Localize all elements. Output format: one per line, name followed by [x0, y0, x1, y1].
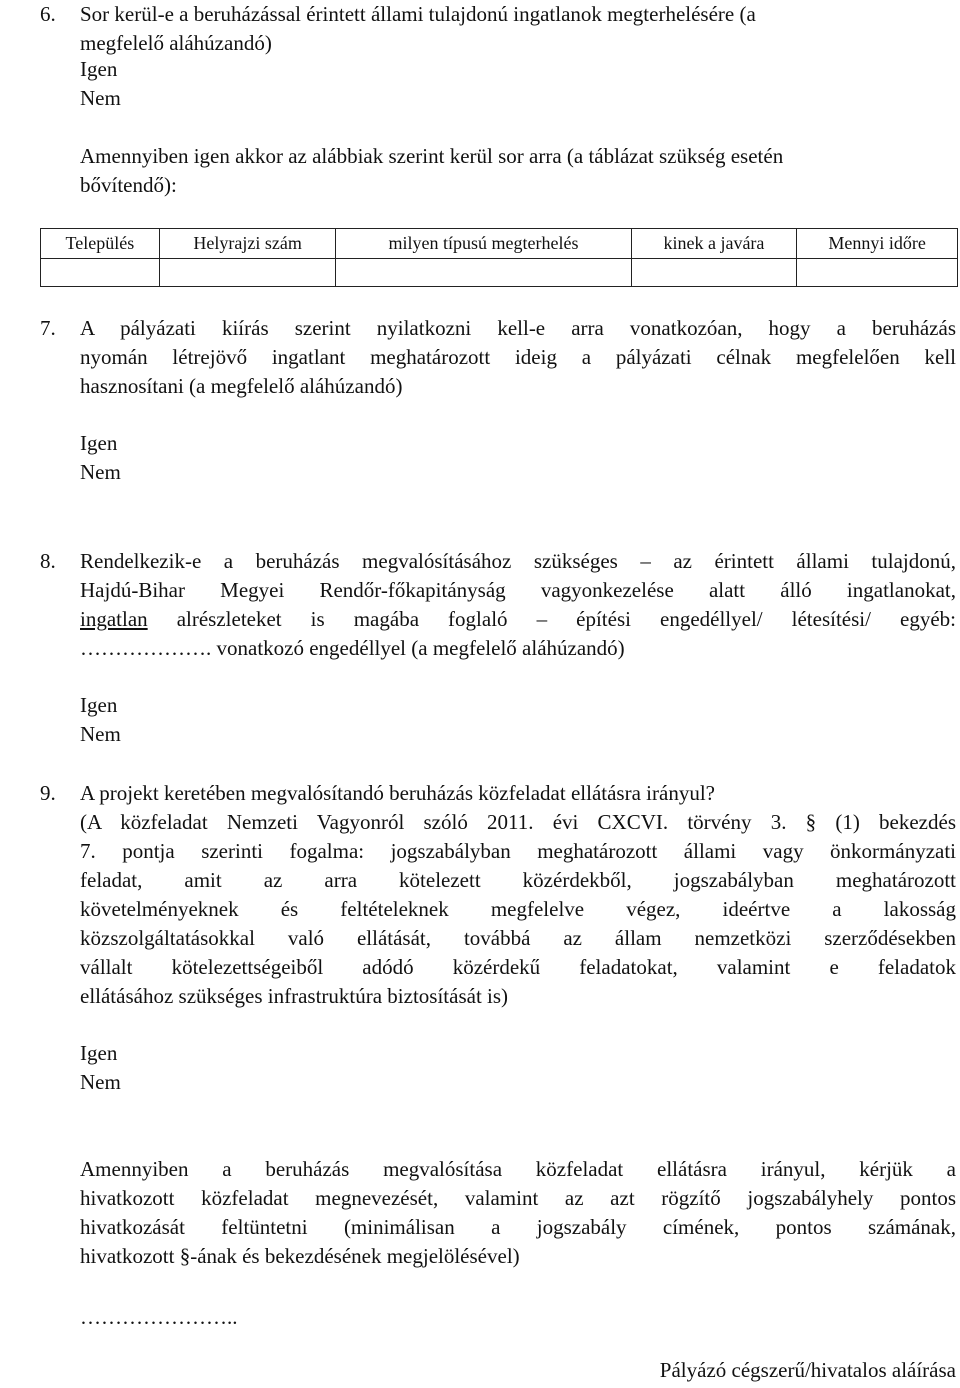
header-megterheles-tipus: milyen típusú megterhelés — [336, 229, 631, 259]
q8-line3-rest: alrészleteket is magába foglaló – építési engedéllyel/ létesítési/ egyéb: — [147, 607, 956, 631]
table-cell[interactable] — [41, 259, 160, 287]
header-helyrajzi-szam: Helyrajzi szám — [159, 229, 336, 259]
q9-question-line8: ellátásához szükséges infrastruktúra biztosítását is) — [80, 984, 509, 1008]
q9-question-line6: közszolgáltatásokkal való ellátását, továbbá az állam nemzetközi szerződésekben — [80, 926, 956, 950]
q7-number: 7. — [40, 316, 56, 340]
q6-number: 6. — [40, 2, 56, 26]
q9-question-line5: követelményeknek és feltételeknek megfelelve végez, ideértve a lakosság — [80, 897, 956, 921]
q6-condition-line1: Amennyiben igen akkor az alábbiak szerint kerül sor arra (a táblázat szükség esetén — [80, 144, 784, 168]
q9-question-line1: A projekt keretében megvalósítandó beruházás közfeladat ellátásra irányul? — [80, 781, 715, 805]
q6-option-yes[interactable]: Igen — [80, 57, 118, 81]
table-cell[interactable] — [631, 259, 797, 287]
q6-question-line2: megfelelő aláhúzandó) — [80, 31, 272, 55]
header-mennyi-idore: Mennyi időre — [797, 229, 958, 259]
table-cell[interactable] — [336, 259, 631, 287]
q7-question-line1: A pályázati kiírás szerint nyilatkozni kell-e arra vonatkozóan, hogy a beruházás — [80, 316, 956, 340]
table-row — [41, 259, 958, 287]
q6-condition-line2: bővítendő): — [80, 173, 177, 197]
q8-option-no[interactable]: Nem — [80, 722, 121, 746]
q6-question-line1: Sor kerül-e a beruházással érintett állami tulajdonú ingatlanok megterhelésére (a — [80, 2, 756, 26]
encumbrance-table — [40, 228, 958, 287]
q8-question-line2: Hajdú-Bihar Megyei Rendőr-főkapitányság vagyonkezelése alatt álló ingatlanokat, — [80, 578, 956, 602]
q7-option-no[interactable]: Nem — [80, 460, 121, 484]
q7-option-yes[interactable]: Igen — [80, 431, 118, 455]
q9-followup-line3: hivatkozását feltüntetni (minimálisan a jogszabály címének, pontos számának, — [80, 1215, 956, 1239]
table-cell[interactable] — [797, 259, 958, 287]
q8-question-line3 — [80, 605, 956, 634]
q9-question-line2: (A közfeladat Nemzeti Vagyonról szóló 2011. évi CXCVI. törvény 3. § (1) bekezdés — [80, 810, 956, 834]
q9-question-line4: feladat, amit az arra kötelezett közérdekből, jogszabályban meghatározott — [80, 868, 956, 892]
table-cell[interactable] — [159, 259, 336, 287]
q8-option-yes[interactable]: Igen — [80, 693, 118, 717]
q9-number: 9. — [40, 781, 56, 805]
q8-underlined-word: ingatlan — [80, 607, 148, 631]
q9-option-no[interactable]: Nem — [80, 1070, 121, 1094]
q9-question-line7: vállalt kötelezettségeiből adódó közérdekű feladatokat, valamint e feladatok — [80, 955, 956, 979]
header-telepules: Település — [41, 229, 160, 259]
q7-question-line2: nyomán létrejövő ingatlant meghatározott ideig a pályázati célnak megfelelően kell — [80, 345, 956, 369]
q6-option-no[interactable]: Nem — [80, 86, 121, 110]
q9-followup-line1: Amennyiben a beruházás megvalósítása közfeladat ellátásra irányul, kérjük a — [80, 1157, 956, 1181]
q8-number: 8. — [40, 549, 56, 573]
signature-label: Pályázó cégszerű/hivatalos aláírása — [659, 1358, 956, 1382]
q9-followup-line4: hivatkozott §-ának és bekezdésének megjelölésével) — [80, 1244, 520, 1268]
table-header-row — [41, 229, 958, 259]
q9-option-yes[interactable]: Igen — [80, 1041, 118, 1065]
q9-followup-line2: hivatkozott közfeladat megnevezését, valamint az azt rögzítő jogszabályhely pontos — [80, 1186, 956, 1210]
q9-question-line3: 7. pontja szerinti fogalma: jogszabályban meghatározott állami vagy önkormányzati — [80, 839, 956, 863]
q8-question-line4: ………………. vonatkozó engedéllyel (a megfelelő aláhúzandó) — [80, 636, 625, 660]
answer-blank[interactable]: ………………….. — [80, 1305, 238, 1329]
q8-question-line1: Rendelkezik-e a beruházás megvalósításához szükséges – az érintett állami tulajdonú, — [80, 549, 956, 573]
q7-question-line3: hasznosítani (a megfelelő aláhúzandó) — [80, 374, 403, 398]
header-kinek-javara: kinek a javára — [631, 229, 797, 259]
